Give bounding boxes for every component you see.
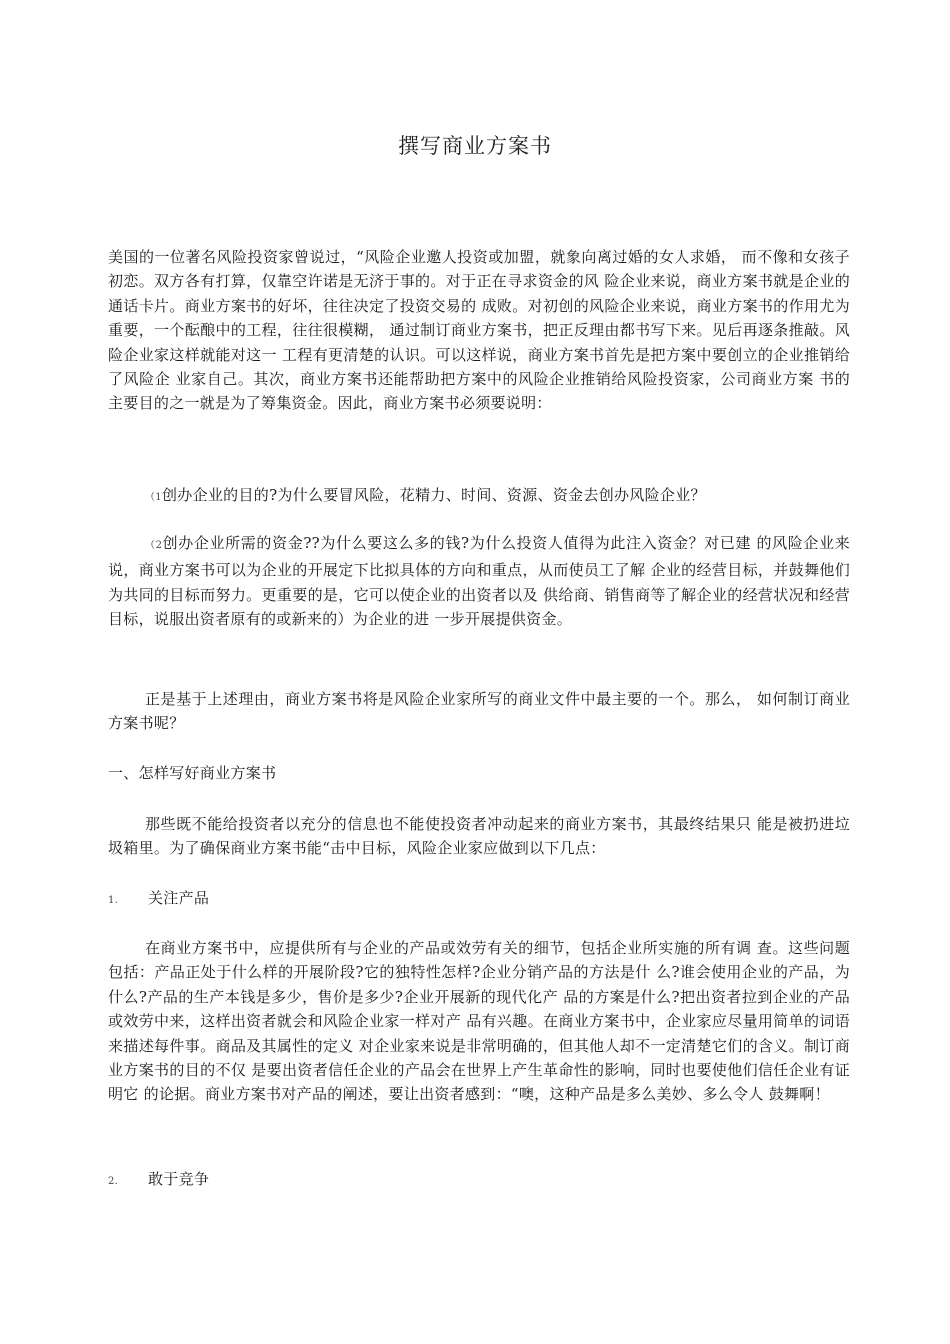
document-title: 撰写商业方案书 [398, 134, 552, 158]
numbered-heading-competition [108, 1168, 209, 1189]
list-item-funding [108, 531, 850, 632]
list-item-purpose [108, 483, 850, 510]
item-number: （2 [145, 540, 163, 551]
reason-paragraph: 正是基于上述理由，商业方案书将是风险企业家所写的商业文件中最主要的一个。那么， 如何制订商业方案书呢？ [108, 690, 850, 733]
section-heading: 一、怎样写好商业方案书 [108, 764, 277, 782]
item-text: 创办企业所需的资金??为什么要这么多的钱?为什么投资人值得为此注入资金？对已建 的风险企业来说，商业方案书可以为企业的开展定下比拟具体的方向和重点，从而使员工了解 企业的经营目标，并鼓舞他们为共同的目标而努力。更重要的是，它可以使企业的出资者以及 供给商、销售商等了解企业的经营状况和经营目标，说服出资者原有的或新来的）为企业的进 一步开展提供资金。 [108, 534, 850, 629]
heading-label: 关注产品 [148, 889, 210, 907]
item-number: （1 [145, 492, 162, 503]
product-paragraph: 在商业方案书中，应提供所有与企业的产品或效劳有关的细节，包括企业所实施的所有调 查。这些问题包括：产品正处于什么样的开展阶段?它的独特性怎样?企业分销产品的方法是什 么?谁会使用企业的产品，为什么?产品的生产本钱是多少，售价是多少?企业开展新的现代化产 品的方案是什么?把出资者拉到企业的产品或效劳中来，这样出资者就会和风险企业家一样对产 品有兴趣。在商业方案书中，企业家应尽量用简单的词语来描述每件事。商品及其属性的定义 对企业家来说是非常明确的，但其他人却不一定清楚它们的含义。制订商业方案书的目的不仅 是要出资者信任企业的产品会在世界上产生革命性的影响，同时也要使他们信任企业有证明它 的论据。商业方案书对产品的阐述，要让出资者感到：“噢，这种产品是多么美妙、多么令人 鼓舞啊！ [108, 939, 850, 1104]
item-text: 创办企业的目的?为什么要冒风险，花精力、时间、资源、资金去创办风险企业？ [161, 486, 706, 504]
numbered-heading-product [108, 887, 209, 908]
heading-number: 2. [108, 1176, 119, 1187]
heading-number: 1. [108, 895, 119, 906]
intro-paragraph: 美国的一位著名风险投资家曾说过，“风险企业邀人投资或加盟，就象向离过婚的女人求婚， 而不像和女孩子初恋。双方各有打算，仅靠空许诺是无济于事的。对于正在寻求资金的风 险企业来说，商业方案书就是企业的 通话卡片。商业方案书的好坏，往往决定了投资交易的 成败。对初创的风险企业来说，商业方案书的作用尤为重要，一个酝酿中的工程，往往很模糊， 通过制订商业方案书，把正反理由都书写下来。见后再逐条推敲。风险企业家这样就能对这一 工程有更清楚的认识。可以这样说，商业方案书首先是把方案中要创立的企业推销给了风险企 业家自己。其次，商业方案书还能帮助把方案中的风险企业推销给风险投资家，公司商业方案 书的主要目的之一就是为了筹集资金。因此，商业方案书必须要说明： [108, 248, 850, 413]
heading-label: 敢于竞争 [148, 1170, 210, 1188]
section-intro-paragraph: 那些既不能给投资者以充分的信息也不能使投资者冲动起来的商业方案书，其最终结果只 能是被扔进垃圾箱里。为了确保商业方案书能“击中目标，风险企业家应做到以下几点： [108, 815, 850, 858]
